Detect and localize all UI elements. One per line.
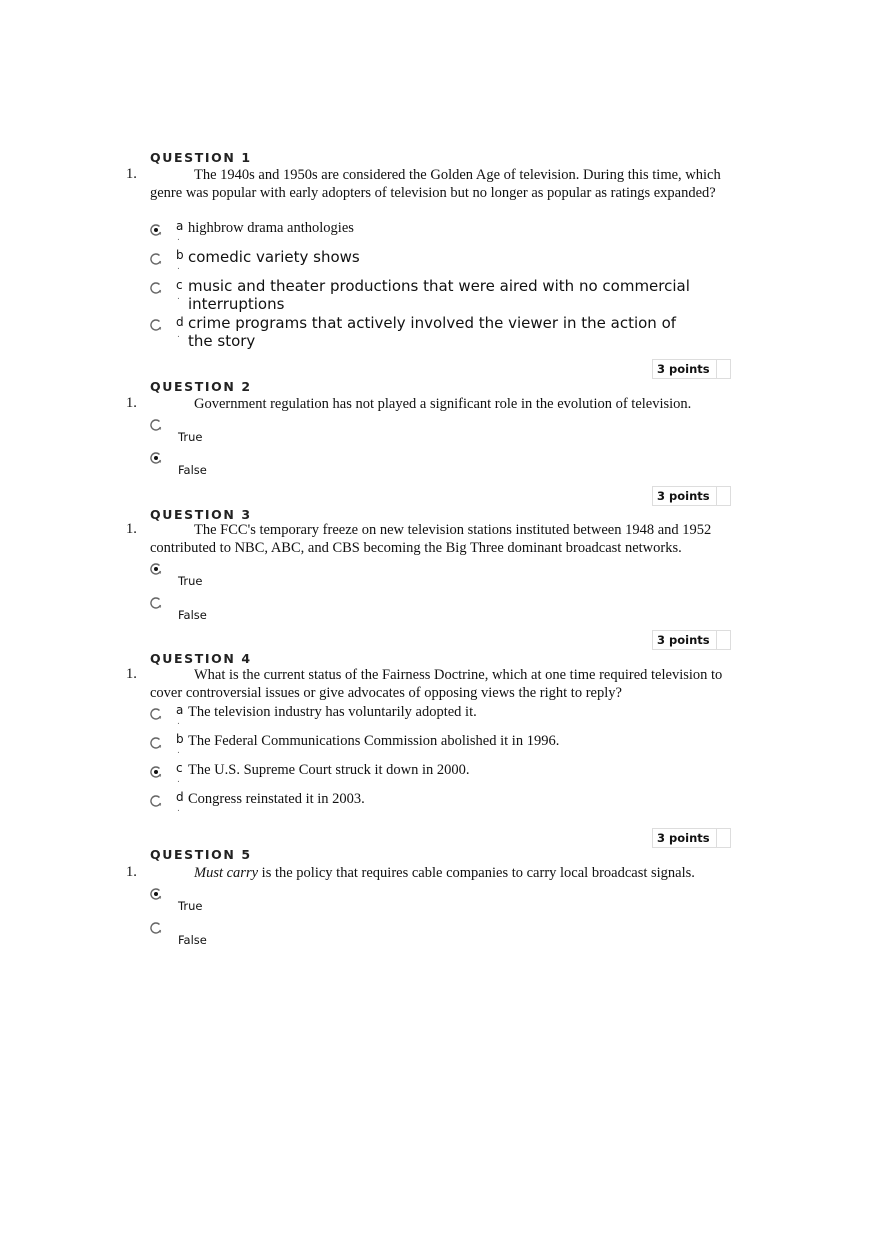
option-label: True [178,899,203,913]
radio-unselected-icon[interactable] [150,737,162,749]
option-letter: c [176,761,183,775]
radio-selected-icon[interactable] [150,766,162,778]
option-letter: d [176,315,184,329]
radio-selected-icon[interactable] [150,452,162,464]
radio-unselected-icon[interactable] [150,319,162,331]
option-label: True [178,574,203,588]
option-label: highbrow drama anthologies [188,220,354,236]
option-letter: d [176,790,184,804]
option-label: Congress reinstated it in 2003. [188,791,365,807]
question-4-heading: QUESTION 4 [150,651,252,666]
question-2-number: 1. [126,395,137,411]
radio-selected-icon[interactable] [150,563,162,575]
option-letter: b [176,248,184,262]
question-2-points [652,486,731,506]
question-2-option-false[interactable] [150,452,162,464]
question-1-option-d[interactable] [150,319,162,331]
question-4-option-d[interactable] [150,795,162,807]
option-label: True [178,430,203,444]
question-4-text: What is the current status of the Fairness Doctrine, which at one time required television to cover controversial issues or give advocates of opposing views the right to reply? [150,667,723,701]
option-label: False [178,933,207,947]
question-1-text: The 1940s and 1950s are considered the Golden Age of television. During this time, which genre was popular with early adopters of television but no longer as popular as ratings expanded? [150,167,721,201]
radio-selected-icon[interactable] [150,888,162,900]
option-letter: c [176,278,183,292]
question-3-number: 1. [126,521,137,537]
question-2-heading: QUESTION 2 [150,379,252,394]
question-4-option-a[interactable] [150,708,162,720]
points-value: 3 points [653,829,717,847]
radio-unselected-icon[interactable] [150,708,162,720]
question-2-option-true[interactable] [150,419,162,431]
question-2-text: Government regulation has not played a significant role in the evolution of television. [194,396,692,412]
option-label: The Federal Communications Commission abolished it in 1996. [188,733,560,749]
option-label: music and theater productions that were aired with no commercial interruptions [188,277,690,313]
radio-unselected-icon[interactable] [150,597,162,609]
option-dot: . [177,233,180,243]
question-5-text [150,864,730,882]
option-label: comedic variety shows [188,248,360,266]
question-1-number: 1. [126,166,137,182]
option-letter: a [176,703,184,717]
question-5-option-true[interactable] [150,888,162,900]
option-label: crime programs that actively involved the viewer in the action of the story [188,314,677,350]
option-dot: . [177,330,180,340]
radio-unselected-icon[interactable] [150,253,162,265]
option-letter: a [176,219,184,233]
option-dot: . [177,804,180,814]
question-1-points [652,359,731,379]
radio-unselected-icon[interactable] [150,282,162,294]
question-3-text: The FCC's temporary freeze on new television stations instituted between 1948 and 1952 contributed to NBC, ABC, and CBS becoming the Big Three dominant broadcast networks. [150,522,712,556]
question-1-option-b[interactable] [150,253,162,265]
question-5-emphasis: Must carry [194,865,259,881]
option-label: False [178,463,207,477]
question-1-heading: QUESTION 1 [150,150,252,165]
option-dot: . [177,746,180,756]
points-value: 3 points [653,487,717,505]
question-1-option-c[interactable] [150,282,162,294]
question-5-text-rest: is the policy that requires cable companies to carry local broadcast signals. [258,865,695,881]
option-dot: . [177,292,180,302]
points-value: 3 points [653,631,717,649]
question-3-option-true[interactable] [150,563,162,575]
question-1-option-a[interactable] [150,224,162,236]
question-3-points [652,630,731,650]
question-5-option-false[interactable] [150,922,162,934]
question-4-option-c[interactable] [150,766,162,778]
question-5-heading: QUESTION 5 [150,847,252,862]
radio-unselected-icon[interactable] [150,795,162,807]
question-4-number: 1. [126,666,137,682]
option-dot: . [177,775,180,785]
question-3-heading: QUESTION 3 [150,507,252,522]
option-label: The U.S. Supreme Court struck it down in 2000. [188,762,470,778]
radio-unselected-icon[interactable] [150,922,162,934]
radio-unselected-icon[interactable] [150,419,162,431]
option-label: False [178,608,207,622]
option-dot: . [177,262,180,272]
question-4-option-b[interactable] [150,737,162,749]
option-label: The television industry has voluntarily adopted it. [188,704,477,720]
question-3-option-false[interactable] [150,597,162,609]
option-letter: b [176,732,184,746]
option-dot: . [177,717,180,727]
question-5-number: 1. [126,864,137,880]
question-4-points [652,828,731,848]
radio-selected-icon[interactable] [150,224,162,236]
points-value: 3 points [653,360,717,378]
